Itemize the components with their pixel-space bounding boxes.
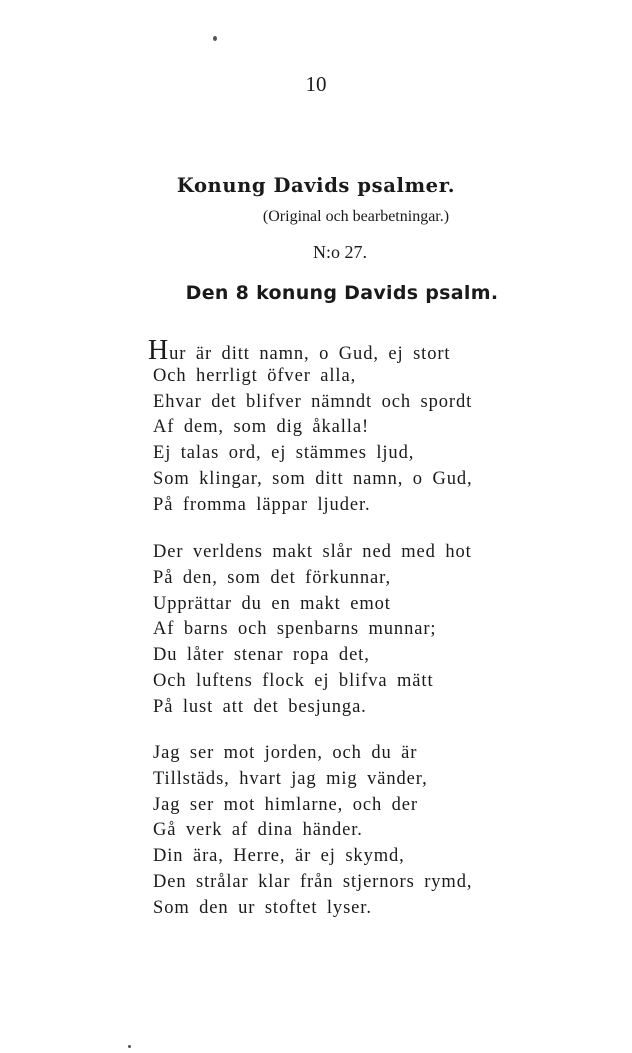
- ink-speck: [128, 1045, 131, 1048]
- poem-title: Den 8 konung Davids psalm.: [185, 282, 499, 304]
- poem-line: Jag ser mot himlarne, och der: [153, 794, 418, 815]
- stanza-3: [153, 741, 472, 922]
- poem-line: Af barns och spenbarns munnar;: [153, 619, 437, 640]
- poem-line: Som den ur stoftet lyser.: [153, 897, 372, 918]
- stanza-1: [148, 335, 473, 519]
- first-line-text: ur är ditt namn, o Gud, ej stort: [169, 344, 451, 364]
- poem-line: Ej talas ord, ej stämmes ljud,: [153, 443, 415, 464]
- poem-line: Du låter stenar ropa det,: [153, 645, 370, 666]
- drop-cap: H: [148, 335, 170, 366]
- poem-line: Upprättar du en makt emot: [153, 593, 391, 614]
- poem-number: N:o 27.: [313, 242, 367, 262]
- poem-line: Af dem, som dig åkalla!: [153, 417, 369, 438]
- page-number: 10: [305, 72, 327, 96]
- poem-line: Der verldens makt slår ned med hot: [153, 542, 472, 562]
- poem-line: Och luftens flock ej blifva mätt: [153, 670, 434, 691]
- poem-line: Ehvar det blifver nämndt och spordt: [153, 391, 473, 412]
- poem-line: Gå verk af dina händer.: [153, 820, 363, 841]
- stanza-2: [153, 540, 472, 721]
- poem-line: Och herrligt öfver alla,: [153, 365, 357, 386]
- poem-line: Den strålar klar från stjernors rymd,: [153, 871, 473, 892]
- ink-speck: [213, 36, 217, 41]
- poem-line: På den, som det förkunnar,: [153, 567, 392, 588]
- poem-line: Som klingar, som ditt namn, o Gud,: [153, 468, 473, 489]
- section-title: Konung Davids psalmer.: [176, 174, 456, 197]
- poem-line: [148, 335, 473, 366]
- poem-line: Din ära, Herre, är ej skymd,: [153, 846, 405, 867]
- poem-line: Tillstäds, hvart jag mig vänder,: [153, 768, 428, 789]
- section-subtitle: (Original och bearbetningar.): [262, 208, 450, 225]
- poem-line: Jag ser mot jorden, och du är: [153, 743, 418, 763]
- poem-line: På fromma läppar ljuder.: [153, 494, 371, 515]
- poem-line: På lust att det besjunga.: [153, 696, 367, 717]
